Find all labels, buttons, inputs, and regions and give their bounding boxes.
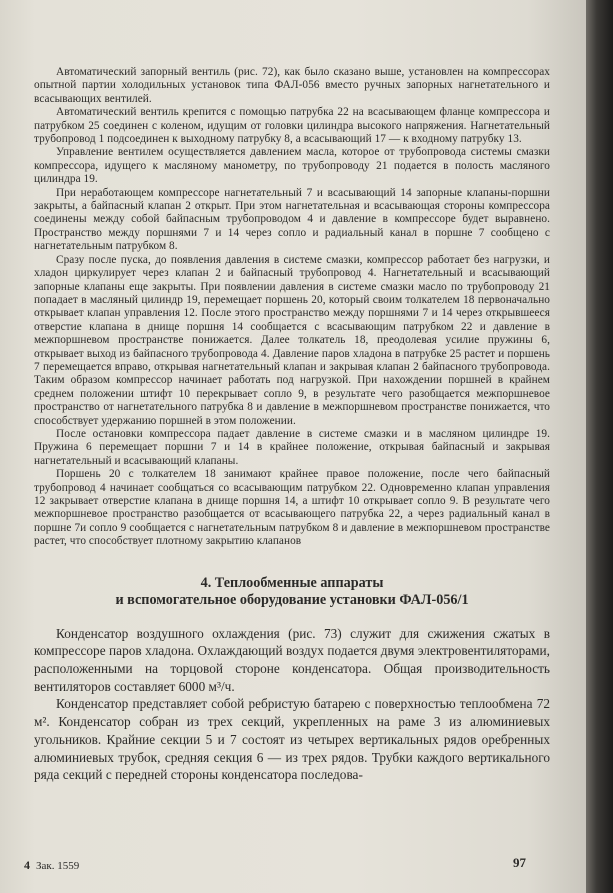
condenser-description [34,625,550,784]
page-number: 97 [513,855,526,870]
paragraph: Управление вентилем осуществляется давлением масла, которое от трубопровода системы смазки компрессора, идущего к масляному манометру, по трубопроводу 21 подается в полость масляного цилиндра 19. [34,146,550,186]
paragraph: Автоматический запорный вентиль (рис. 72), как было сказано выше, установлен на компрессорах опытной партии холодильных установок типа ФАЛ-056 вместо ручных запорных нагнетательного и всасывающих вентилей. [34,66,550,105]
heading-line-1: 4. Теплообменные аппараты [200,574,384,591]
paragraph: При неработающем компрессоре нагнетательный 7 и всасывающий 14 запорные клапаны-поршни закрыты, а байпасный клапан 2 открыт. При этом нагнетательная и всасывающая стороны компрессора соединены между собой байпасным трубопроводом 4 и давление в компрессоре будет выравнено. Пространство между поршнями 7 и 14 через сопло и радиальный канал в поршне 7 сообщено с нагнетательным патрубком 8. [34,186,550,253]
section-heading [34,575,550,610]
printer-signature [24,858,79,873]
paragraph: Поршень 20 с толкателем 18 занимают крайнее правое положение, после чего байпасный трубопровод 4 начинает сообщаться со всасывающим патрубком 22. Одновременно клапан управления 12 закрывает отверстие клапана в днище поршня 14, а штифт 10 открывает сопло 9. В результате чего межпоршневое пространство разобщается от всасывающего патрубка 22, а через радиальный канал в поршне 7и сопло 9 сообщается с нагнетательным патрубком 8 и давление в межпоршневом пространстве растет, что способствует плотному закрытию клапанов [34,468,550,548]
paragraph: Сразу после пуска, до появления давления в системе смазки, компрессор работает без нагрузки, и хладон циркулирует через клапан 2 и байпасный трубопровод 4. Нагнетательный и всасывающий запорные клапаны еще закрыты. При появлении давления в системе смазки масло по трубопроводу 21 попадает в масляный цилиндр 19, перемещает поршень 20, который своим толкателем 18 первоначально открывает клапан управления 12. После этого пространство между поршнями 7 и 14 через открывшееся отверстие клапана в днище поршня 14 сообщается с всасывающим патрубком 22 и давление в межпоршневом пространстве понижается. Далее толкатель 18, преодолевая усилие пружины 6, открывает выход из байпасного трубопровода 4. Давление паров хладона в патрубке 25 растет и поршень 7 перемещается вправо, открывая нагнетательный клапан и закрывая клапан 2 байпасного трубопровода. Таким образом компрессор начинает работать под нагрузкой. При нахождении поршней в крайнем среднем положении штифт 10 перекрывает сопло 9, в результате чего разобщается межпоршневое пространство от нагнетательного патрубка 8 и давление в межпоршневом пространстве понижается, что способствует удержанию поршней в этом положении. [34,253,550,427]
signature-text: Зак. 1559 [36,860,80,872]
paragraph: После остановки компрессора падает давление в системе смазки и в масляном цилиндре 19. Пружина 6 перемещает поршни 7 и 14 в крайнее положение, открывая байпасный и закрывая нагнетательный и всасывающий клапаны. [34,427,550,467]
heading-line-2: и вспомогательное оборудование установки ФАЛ-056/1 [115,592,469,609]
book-spine-shadow [586,0,613,893]
page-content [34,66,550,784]
paragraph: Автоматический вентиль крепится с помощью патрубка 22 на всасывающем фланце компрессора и патрубком 25 соединен с коленом, идущим от головки цилиндра высокого напряжения. Нагнетательный трубопровод 1 подсоединен к выходному патрубку 8, а всасывающий 17 — к входному патрубку 13. [34,106,550,146]
paragraph: Конденсатор воздушного охлаждения (рис. 73) служит для сжижения сжатых в компрессоре паров хладона. Охлаждающий воздух подается двумя электровентиляторами, расположенными на торцовой стороне конденсатора. Общая производительность вентиляторов составляет 6000 м³/ч. [34,625,550,694]
paragraph: Конденсатор представляет собой ребристую батарею с поверхностью теплообмена 72 м². Конденсатор собран из трех секций, укрепленных на раме 3 из алюминиевых угольников. Крайние секции 5 и 7 состоят из четырех вертикальных рядов оребренных алюминиевых трубок, средняя секция 6 — из трех рядов. Трубки каждого вертикального ряда секций с передней стороны конденсатора последова- [34,696,550,783]
signature-number: 4 [24,858,30,872]
valve-description [34,66,550,549]
